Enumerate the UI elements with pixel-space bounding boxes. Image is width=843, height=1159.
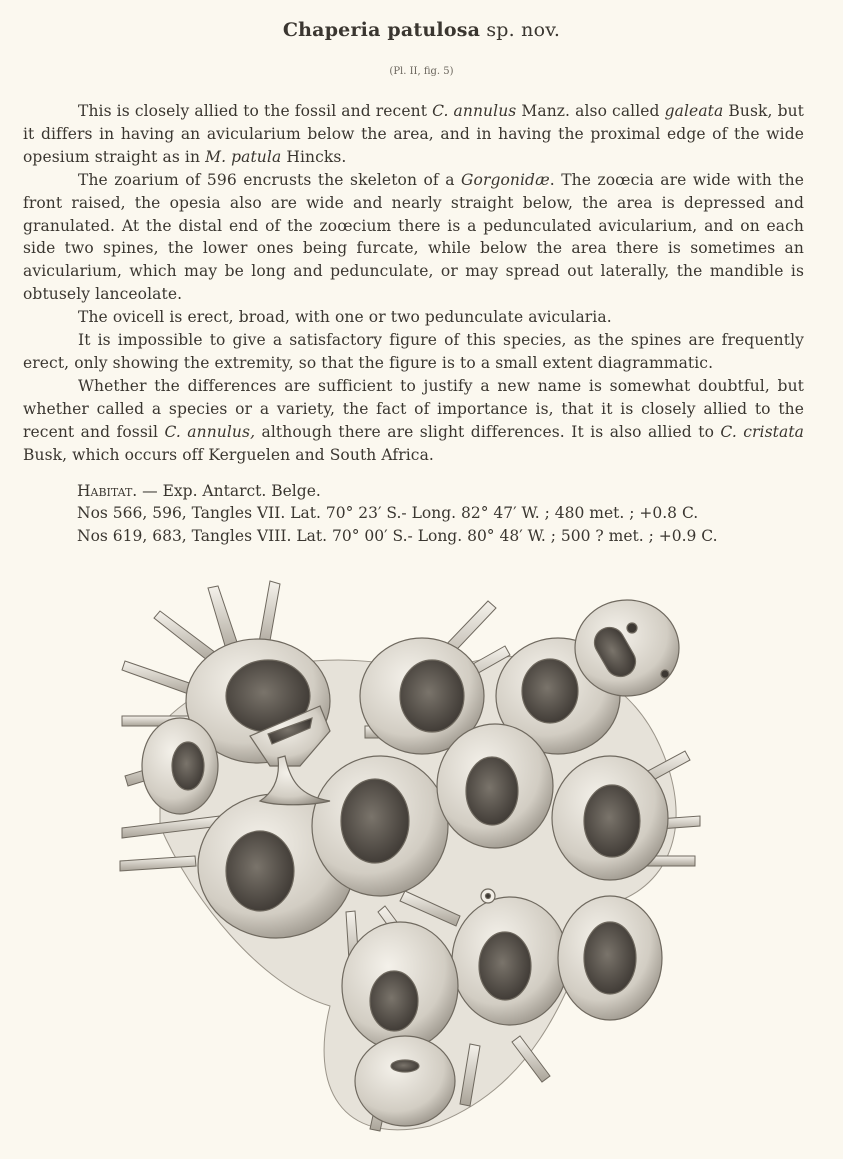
habitat-dash: —	[137, 482, 163, 500]
text-run: Manz. also called	[516, 102, 665, 120]
habitat-expedition: Exp. Antarct. Belge.	[162, 482, 321, 500]
specimen-illustration	[100, 566, 720, 1146]
paragraph-1	[23, 100, 804, 169]
text-run: Hincks.	[281, 147, 347, 166]
body-text	[23, 100, 804, 467]
paragraph-5	[23, 375, 804, 467]
species-name: Chaperia patulosa	[282, 19, 481, 41]
species-suffix: sp. nov.	[486, 19, 561, 41]
italic-term: Gorgonidæ	[461, 170, 550, 189]
text-run: Whether the differences are sufficient to justify a new name is somewhat doubtful, but whether called a species or a variety, the fact of importance is, that it is closely allied to the recent and fossil	[23, 376, 804, 441]
bryozoan-engraving	[100, 566, 720, 1146]
zooecia	[142, 600, 679, 1126]
station-line-1: Nos 566, 596, Tangles VII. Lat. 70° 23′ S.- Long. 82° 47′ W. ; 480 met. ; +0.8 C.	[77, 504, 699, 523]
paragraph-2	[23, 169, 804, 306]
text-run: It is impossible to give a satisfactory figure of this species, as the spines are frequently erect, only showing the extremity, so that the figure is to a small extent diagrammatic.	[23, 331, 804, 372]
paragraph-3	[23, 306, 804, 329]
station-line-2: Nos 619, 683, Tangles VIII. Lat. 70° 00′ S.- Long. 80° 48′ W. ; 500 ? met. ; +0.9 C.	[77, 526, 718, 545]
italic-term: C. annulus	[432, 102, 517, 120]
text-run: The ovicell is erect, broad, with one or two pedunculate avicularia.	[78, 308, 612, 327]
text-run: although there are slight differences. It is also allied to	[255, 422, 721, 441]
habitat-label: Habitat.	[77, 482, 138, 500]
italic-term: galeata	[664, 102, 724, 120]
text-run: Busk, but it differs in having an avicularium below the area, and in having the proximal edge of the wide opesium straight as in	[23, 102, 805, 166]
plate-reference: (Pl. II, fig. 5)	[389, 66, 454, 77]
italic-term: C. cristata	[720, 422, 805, 441]
text-run: This is closely allied to the fossil and recent	[78, 102, 433, 120]
text-run: . The zoœcia are wide with the front raised, the opesia also are wide and nearly straight below, the area is depressed and granulated. At the distal end of the zoœcium there is a pedunculated avicularium, and on each side two spines, the lower ones being furcate, while below the area there is sometimes an avicularium, which may be long and pedunculate, or may spread out laterally, the mandible is obtusely lanceolate.	[23, 170, 804, 304]
text-run: Busk, which occurs off Kerguelen and South Africa.	[23, 445, 434, 464]
habitat-heading	[77, 480, 797, 502]
paragraph-4	[23, 329, 804, 375]
italic-term: M. patula	[205, 147, 282, 166]
page-title	[0, 19, 843, 41]
habitat-section	[77, 480, 797, 547]
text-run: The zoarium of 596 encrusts the skeleton of a	[78, 170, 462, 189]
italic-term: C. annulus,	[164, 422, 256, 441]
